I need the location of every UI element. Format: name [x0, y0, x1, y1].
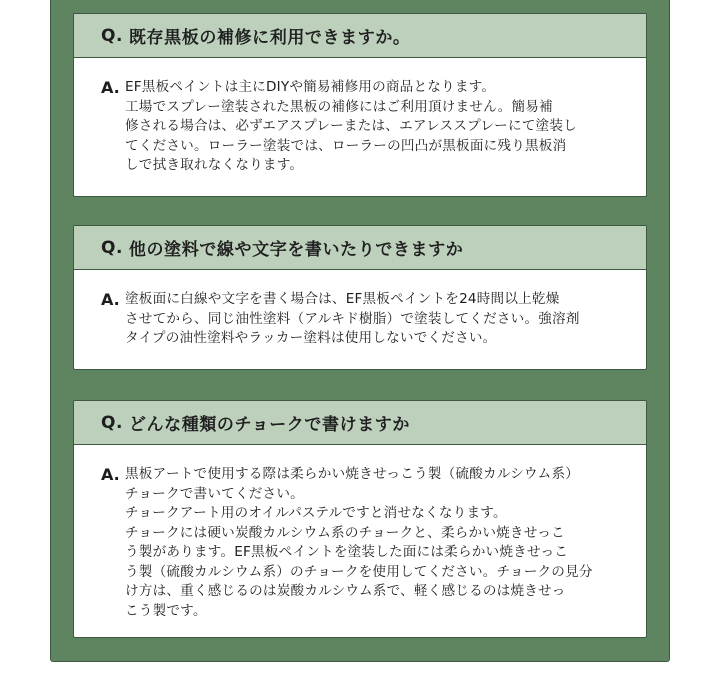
answer-text: [125, 290, 626, 349]
question-prefix: Q.: [101, 25, 123, 46]
answer-line: 工場でスプレー塗装された黒板の補修にはご利用頂けません。簡易補: [125, 98, 553, 115]
faq-item: [73, 13, 647, 197]
question-prefix: Q.: [101, 237, 123, 258]
faq-answer: [74, 270, 646, 349]
answer-text: [125, 465, 626, 621]
faq-item: [73, 400, 647, 638]
answer-line: チョークで書いてください。: [125, 485, 304, 502]
answer-line: 修される場合は、必ずエアスプレーまたは、エアレススプレーにて塗装し: [125, 118, 577, 134]
faq-question: [74, 226, 646, 270]
faq-question: [74, 401, 646, 445]
answer-prefix: A.: [101, 290, 120, 309]
faq-question: [74, 14, 646, 58]
question-text: 他の塗料で線や文字を書いたりできますか: [128, 240, 464, 260]
answer-line: う製（硫酸カルシウム系）のチョークを使用してください。チョークの見分: [125, 563, 593, 580]
answer-line: こう製です。: [125, 602, 207, 619]
answer-line: チョークには硬い炭酸カルシウム系のチョークと、柔らかい焼きせっこ: [125, 524, 565, 541]
answer-line: させてから、同じ油性塗料（アルキド樹脂）で塗装してください。強溶剤: [125, 310, 580, 327]
faq-answer: [74, 58, 646, 176]
question-text: 既存黒板の補修に利用できますか。: [128, 28, 411, 48]
answer-line: チョークアート用のオイルパステルですと消せなくなります。: [125, 505, 507, 521]
question-prefix: Q.: [101, 412, 123, 433]
faq-item: [73, 225, 647, 370]
answer-line: てください。ローラー塗装では、ローラーの凹凸が黒板面に残り黒板消: [125, 137, 567, 154]
answer-line: しで拭き取れなくなります。: [125, 157, 304, 173]
faq-answer: [74, 445, 646, 621]
answer-line: タイプの油性塗料やラッカー塗料は使用しないでください。: [125, 330, 497, 346]
answer-line: け方は、重く感じるのは炭酸カルシウム系で、軽く感じるのは焼きせっ: [125, 583, 566, 599]
answer-line: EF黒板ペイントは主にDIYや簡易補修用の商品となります。: [125, 79, 496, 95]
answer-line: 塗板面に白線や文字を書く場合は、EF黒板ペイントを24時間以上乾燥: [125, 291, 560, 307]
answer-text: [125, 78, 626, 176]
answer-prefix: A.: [101, 78, 120, 97]
question-text: どんな種類のチョークで書けますか: [128, 415, 411, 435]
answer-line: 黒板アートで使用する際は柔らかい焼きせっこう製（硫酸カルシウム系）: [125, 466, 580, 482]
answer-line: う製があります。EF黒板ペイントを塗装した面には柔らかい焼きせっこ: [125, 544, 569, 560]
answer-prefix: A.: [101, 465, 120, 484]
